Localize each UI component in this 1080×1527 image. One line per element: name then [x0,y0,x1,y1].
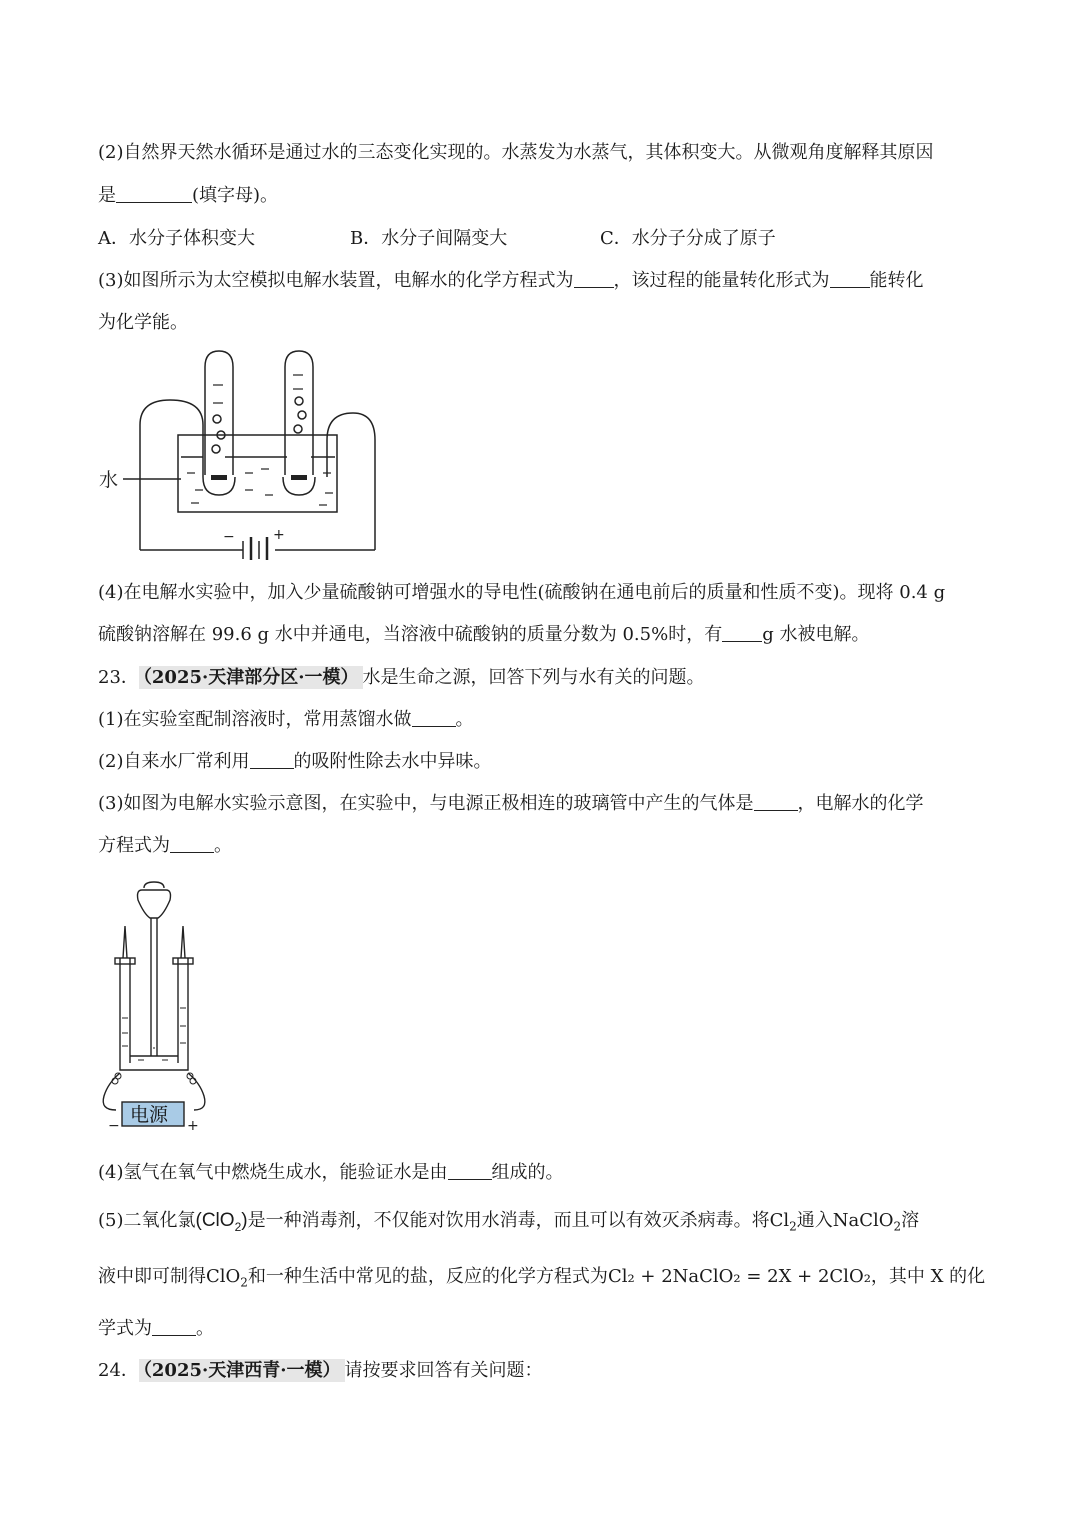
q23-p5-line3-post: 。 [196,1318,214,1339]
q23-p5-c: 通入 [796,1210,833,1231]
answer-blank[interactable] [754,792,798,811]
question-number: 24． [98,1360,139,1381]
electrolysis-apparatus-figure-1 [95,345,395,560]
clo2-formula [195,1210,248,1234]
answer-blank[interactable] [448,1161,492,1180]
q23-p4-pre: (4)氢气在氧气中燃烧生成水，能验证水是由 [98,1162,448,1183]
q22-p3-line1 [98,268,924,294]
q23-p5-a: (5)二氧化氯 [98,1210,196,1231]
cl2-formula [769,1210,797,1234]
naclo2-formula [832,1210,902,1234]
clo2-sub: 2 [234,1219,242,1234]
q23-p4-post: 组成的。 [491,1162,564,1183]
q23-p5-line3-pre: 学式为 [98,1318,152,1339]
q24-header [98,1358,543,1384]
q23-p4 [98,1160,564,1186]
q23-p3-pre: 方程式为 [98,835,170,856]
clo2-sub-2: 2 [240,1275,248,1290]
q22-options [98,226,776,252]
q22-p3-line2: 为化学能。 [98,312,188,333]
question-stem: 水是生命之源，回答下列与水有关的问题。 [362,667,705,688]
q23-p5-line2-a: 液中即可制得 [98,1266,206,1287]
answer-blank[interactable] [574,269,614,288]
q23-p2-post: 的吸附性除去水中异味。 [293,751,492,772]
left-wire [140,400,203,550]
question-stem: 请按要求回答有关问题： [344,1360,543,1381]
q23-p5-b: 是一种消毒剂，不仅能对饮用水消毒，而且可以有效灭杀病毒。将 [247,1210,770,1231]
answer-blank[interactable] [722,623,762,642]
q23-p3-post: 。 [214,835,232,856]
reaction-equation: Cl₂ + 2NaClO₂ = 2X + 2ClO₂ [607,1266,871,1287]
answer-blank[interactable] [116,184,192,203]
naclo2-sub: 2 [893,1219,902,1234]
q22-p3-b: ，该过程的能量转化形式为 [613,270,830,291]
q23-p2 [98,749,492,775]
clo2-formula-2 [206,1266,248,1290]
option-b[interactable]: B．水分子间隔变大 [350,228,508,249]
q23-p5-line2 [98,1264,985,1296]
q22-p2-line2 [98,183,278,209]
q23-p3-line1 [98,791,924,817]
source-tag: （2025·天津部分区·一模） [139,666,363,689]
q23-p5-line2-c: ，其中 X 的化 [870,1266,986,1287]
q22-p3-c: 能转化 [869,270,924,291]
right-wire [327,413,375,550]
q23-header [98,665,705,691]
power-supply-label: 电源 [130,1104,169,1126]
cl2-text: Cl [769,1210,790,1231]
answer-blank[interactable] [152,1317,196,1336]
q22-p2-post: (填字母)。 [192,185,279,206]
q23-p1-post: 。 [455,709,474,730]
q22-p4-post: g 水被电解。 [762,624,870,645]
answer-blank[interactable] [830,269,870,288]
naclo2-text: NaClO [832,1210,894,1231]
option-c[interactable]: C．水分子分成了原子 [600,228,776,249]
q22-p4-line1: (4)在电解水实验中，加入少量硫酸钠可增强水的导电性(硫酸钠在通电前后的质量和性质不变)。现将 0.4 g [98,582,946,603]
water-label: 水 [99,469,119,491]
q22-p2-line1: (2)自然界天然水循环是通过水的三态变化实现的。水蒸发为水蒸气，其体积变大。从微观角度解释其原因 [98,142,934,163]
q22-p3-a: (3)如图所示为太空模拟电解水装置，电解水的化学方程式为 [98,270,574,291]
q23-p1 [98,707,474,733]
clo2-close: ) [241,1210,248,1231]
answer-blank[interactable] [250,750,294,769]
plus-sign: + [187,1118,199,1133]
minus-sign: − [108,1118,120,1133]
clo2-text: (ClO [195,1210,235,1231]
q23-p5-line2-b: 和一种生活中常见的盐，反应的化学方程式为 [247,1266,608,1287]
cl2-sub: 2 [789,1219,797,1234]
source-tag: （2025·天津西青·一模） [139,1359,345,1382]
q22-p4-line2 [98,622,869,648]
minus-sign: − [223,529,235,545]
answer-blank[interactable] [412,708,456,727]
right-electrode [291,475,307,480]
clo2-text-2: ClO [206,1266,241,1287]
q23-p3-b: ，电解水的化学 [797,793,924,814]
question-number: 23． [98,667,139,688]
q23-p5-d: 溶 [901,1210,920,1231]
q23-p3-line2 [98,833,232,859]
plus-sign: + [273,527,285,543]
q23-p5-line3 [98,1316,214,1342]
answer-blank[interactable] [170,834,214,853]
q22-p2-pre: 是 [98,185,116,206]
q23-p2-pre: (2)自来水厂常利用 [98,751,250,772]
hoffman-apparatus-figure-2 [98,878,218,1133]
reservoir-bulb [138,890,171,918]
left-electrode [211,475,227,480]
q23-p3-a: (3)如图为电解水实验示意图，在实验中，与电源正极相连的玻璃管中产生的气体是 [98,793,754,814]
q23-p1-pre: (1)在实验室配制溶液时，常用蒸馏水做 [98,709,412,730]
option-a[interactable]: A．水分子体积变大 [98,228,255,249]
q22-p4-pre: 硫酸钠溶解在 99.6 g 水中并通电，当溶液中硫酸钠的质量分数为 0.5%时，有 [98,624,723,645]
q23-p5-line1 [98,1208,919,1240]
